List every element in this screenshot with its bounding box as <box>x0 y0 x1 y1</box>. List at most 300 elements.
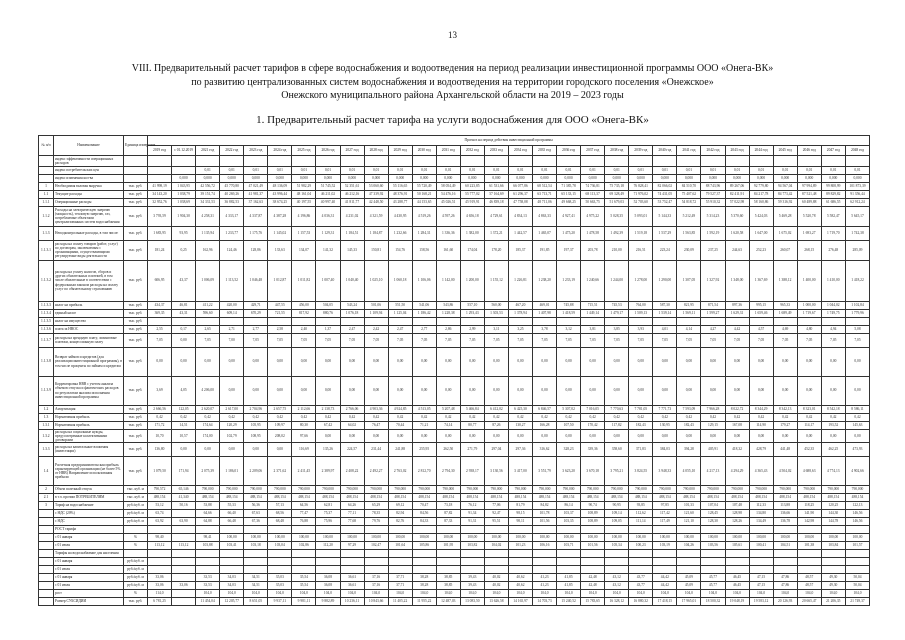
row-value: 117,49 <box>653 517 677 525</box>
row-value: 100,00 <box>460 533 484 541</box>
row-value: 103,84 <box>821 541 845 549</box>
row-value: 79 527,37 <box>701 190 725 198</box>
row-value: 14,51 <box>172 421 196 429</box>
row-value: 0,000 <box>797 174 821 182</box>
row-value: 0,00 <box>244 347 268 376</box>
row-value <box>340 565 364 573</box>
row-unit: тыс. руб. <box>124 240 148 260</box>
row-value <box>845 557 869 565</box>
row-value: 104,0 <box>316 589 340 597</box>
row-value: 101 873,39 <box>845 182 869 190</box>
row-value: 0,00 <box>821 429 845 442</box>
header-year: 2041 год <box>677 146 701 156</box>
row-value <box>148 549 172 557</box>
row-value <box>268 549 292 557</box>
row-value <box>557 549 581 557</box>
row-value: 260,07 <box>773 240 797 260</box>
row-value: 6 781,25 <box>148 597 172 605</box>
row-value: 56,36 <box>244 501 268 509</box>
row-value: 55,33 <box>220 501 244 509</box>
row-value: 14 703,73 <box>533 597 557 605</box>
row-value: 87,26 <box>484 421 508 429</box>
row-value: 49 668,25 <box>557 198 581 206</box>
row-value: 551,50 <box>388 301 412 309</box>
row-value: 94 567,04 <box>773 182 797 190</box>
row-value: 488,154 <box>220 493 244 501</box>
row-value: 77,11 <box>340 509 364 517</box>
row-number: 1.1 <box>39 190 54 198</box>
row-value: 4,94 <box>821 325 845 333</box>
row-value: 790,000 <box>244 485 268 493</box>
row-value <box>388 525 412 533</box>
row-value: 15 240,52 <box>557 597 581 605</box>
header-year: 2039 год <box>629 146 653 156</box>
row-value: 92,47 <box>484 509 508 517</box>
row-value <box>773 317 797 325</box>
table-header <box>39 136 870 156</box>
row-value: 174,64 <box>196 421 220 429</box>
row-value: 4 688,63 <box>797 456 821 485</box>
row-value <box>148 156 172 167</box>
table-row <box>39 581 870 589</box>
row-name: Неподконтрольные расходы, в том числе: <box>54 226 124 240</box>
row-value: 1 060,18 <box>388 260 412 301</box>
row-value: 1 184,51 <box>340 226 364 240</box>
row-unit: тыс. руб. <box>124 198 148 206</box>
row-value: 4 656,18 <box>460 206 484 226</box>
row-value: 45,77 <box>701 581 725 589</box>
row-value: 55 777,02 <box>460 190 484 198</box>
row-unit <box>124 549 148 557</box>
row-value: 0,000 <box>388 174 412 182</box>
row-value: 161,60 <box>436 240 460 260</box>
row-value: 560,00 <box>484 301 508 309</box>
row-value: 7 016,05 <box>581 405 605 413</box>
row-name: Амортизация <box>54 405 124 413</box>
row-value: 1 284,31 <box>412 226 436 240</box>
row-value <box>460 317 484 325</box>
row-value: 488,154 <box>605 493 629 501</box>
row-name: с 01 января <box>54 533 124 541</box>
row-value: 0,00 <box>581 376 605 405</box>
row-name: единый налог <box>54 309 124 317</box>
row-value: 0,42 <box>653 413 677 421</box>
row-value: 104,0 <box>508 589 532 597</box>
row-value: 104,0 <box>460 589 484 597</box>
table-row <box>39 493 870 501</box>
row-value: 74 431,05 <box>653 190 677 198</box>
row-value: 21 206,35 <box>821 597 845 605</box>
row-value: 67,63 <box>244 509 268 517</box>
row-value: 488,154 <box>460 493 484 501</box>
row-value: 1 367,69 <box>749 260 773 301</box>
row-value: 0,01 <box>364 166 388 174</box>
row-value: 0,000 <box>364 174 388 182</box>
row-value: 428,79 <box>749 442 773 456</box>
row-value: 7,05 <box>268 333 292 347</box>
row-value <box>460 156 484 167</box>
row-value: 0,00 <box>412 347 436 376</box>
row-value: 104,0 <box>749 589 773 597</box>
row-value <box>148 557 172 565</box>
row-unit: тыс. руб. <box>124 182 148 190</box>
row-number <box>39 166 54 174</box>
row-value: 120,29 <box>220 421 244 429</box>
table-row <box>39 533 870 541</box>
row-value <box>172 589 196 597</box>
row-number: 1.3.2 <box>39 429 54 442</box>
row-value: 0,01 <box>533 166 557 174</box>
row-unit: тыс. руб. <box>124 405 148 413</box>
row-value: 0,01 <box>388 166 412 174</box>
row-value: 1 378,94 <box>508 309 532 317</box>
row-value: 473,93 <box>845 442 869 456</box>
row-value: 488,154 <box>244 493 268 501</box>
row-value: 3,81 <box>581 325 605 333</box>
table-row <box>39 166 870 174</box>
row-value: 57,13 <box>268 501 292 509</box>
row-value: 1 372,21 <box>484 226 508 240</box>
row-value: 134,80 <box>749 509 773 517</box>
row-value: 0,000 <box>196 174 220 182</box>
row-value: 47,15 <box>749 573 773 581</box>
row-value: 104,0 <box>220 589 244 597</box>
row-value: 100,00 <box>797 533 821 541</box>
row-value: 1 303,53 <box>484 309 508 317</box>
row-value: 1 475,20 <box>557 226 581 240</box>
row-value: 108,89 <box>581 517 605 525</box>
row-value: 103,56 <box>701 541 725 549</box>
row-value: 2 620,07 <box>196 405 220 413</box>
row-value: 1 233,77 <box>220 226 244 240</box>
row-value: 84,56 <box>412 509 436 517</box>
row-value <box>797 317 821 325</box>
row-unit: тыс. руб. <box>124 317 148 325</box>
row-value: 104,02 <box>484 541 508 549</box>
row-value: 178,20 <box>484 240 508 260</box>
row-value: 87,33 <box>436 517 460 525</box>
row-value: 71,21 <box>412 421 436 429</box>
row-value: 2 812,70 <box>412 456 436 485</box>
header-years-row <box>39 146 870 156</box>
row-value <box>268 565 292 573</box>
row-value: 100,00 <box>725 533 749 541</box>
row-value: 100,41 <box>749 541 773 549</box>
row-value: 1 592,19 <box>701 226 725 240</box>
row-value: 0,42 <box>797 413 821 421</box>
row-value: 114,0 <box>148 589 172 597</box>
row-value: 2,77 <box>244 325 268 333</box>
row-value: 790,000 <box>364 485 388 493</box>
table-row <box>39 260 870 301</box>
row-value: 122,05 <box>172 405 196 413</box>
row-value: 6 425,30 <box>508 405 532 413</box>
row-value: 43,31 <box>172 309 196 317</box>
row-value: 46 839,18 <box>484 198 508 206</box>
row-name: Тариф на водоснабжение <box>54 501 124 509</box>
row-value: 10,70 <box>148 429 172 442</box>
row-value: 104,0 <box>725 589 749 597</box>
row-value: 790,000 <box>629 485 653 493</box>
row-value: 0,000 <box>701 174 725 182</box>
row-value: 429,71 <box>244 301 268 309</box>
row-value: 104,0 <box>701 589 725 597</box>
row-value <box>196 317 220 325</box>
row-value: 100,00 <box>436 533 460 541</box>
row-value: 43,37 <box>172 260 196 301</box>
row-value: 0,42 <box>436 413 460 421</box>
row-name: Расчетная предпринимательская прибыль гарантирующей организации (не более 5% от НВВ) Направление использования прибыли <box>54 456 124 485</box>
row-value <box>148 174 172 182</box>
row-value: 2 389,97 <box>316 456 340 485</box>
row-value: 11 405,22 <box>388 597 412 605</box>
row-value: 95,51 <box>484 517 508 525</box>
row-value: 231,44 <box>364 442 388 456</box>
row-value <box>268 557 292 565</box>
row-name: Необходимая валовая выручка <box>54 182 124 190</box>
row-value: 897,36 <box>725 301 749 309</box>
row-value: 1 407,98 <box>533 309 557 317</box>
row-value: 45 026,51 <box>436 198 460 206</box>
row-value: 114,90 <box>749 421 773 429</box>
row-value <box>244 317 268 325</box>
row-value <box>821 557 845 565</box>
row-value <box>220 317 244 325</box>
tariff-table-container <box>38 135 869 620</box>
row-number: 1.1.3.8 <box>39 347 54 376</box>
row-value <box>484 525 508 533</box>
row-number <box>39 549 54 557</box>
row-value: 2 408,22 <box>340 456 364 485</box>
row-value: 40 197,55 <box>292 198 316 206</box>
row-value: 76,88 <box>292 517 316 525</box>
row-value: 3,69 <box>148 376 172 405</box>
row-value: 45,77 <box>701 573 725 581</box>
row-value: 98,11 <box>508 517 532 525</box>
row-value: 10 236,11 <box>340 597 364 605</box>
row-value: 4 337,87 <box>244 206 268 226</box>
row-value <box>701 525 725 533</box>
row-value: 38,85 <box>436 573 460 581</box>
row-name: расходы на социальные нужды, предусмотренные коллективными договорами <box>54 429 124 442</box>
header-year: 2028 год <box>364 146 388 156</box>
row-value: 68 113,37 <box>581 190 605 198</box>
row-value: 53 060,60 <box>364 182 388 190</box>
row-value: 1 689,49 <box>773 309 797 317</box>
row-value: 488,154 <box>773 493 797 501</box>
row-value: 21 749,37 <box>845 597 869 605</box>
row-value: 3 130,56 <box>484 456 508 485</box>
row-value <box>316 525 340 533</box>
row-value: 0,00 <box>845 347 869 376</box>
row-value: 1 038,69 <box>172 198 196 206</box>
row-value <box>316 565 340 573</box>
row-value: 0,000 <box>436 174 460 182</box>
row-value: 587,30 <box>653 301 677 309</box>
row-name: налог на прибыль <box>54 301 124 309</box>
header-year: 2046 год <box>797 146 821 156</box>
row-unit: руб./куб. м <box>124 573 148 581</box>
row-value: 7,05 <box>148 333 172 347</box>
row-value: 37,16 <box>364 581 388 589</box>
row-value <box>292 156 316 167</box>
row-value: 1 418,59 <box>557 309 581 317</box>
row-value: 2 666,56 <box>148 405 172 413</box>
row-value: 1 038,79 <box>172 190 196 198</box>
row-value <box>533 549 557 557</box>
header-name: Наименование <box>54 136 124 156</box>
row-value: 0,000 <box>508 174 532 182</box>
row-value: 66 077,86 <box>508 182 532 190</box>
row-value: 0,01 <box>773 166 797 174</box>
row-value: 8 651,05 <box>244 597 268 605</box>
row-value: 216,51 <box>629 240 653 260</box>
row-value: 114,17 <box>797 421 821 429</box>
row-value: 1 184,87 <box>364 226 388 240</box>
row-value: 1 629,31 <box>725 309 749 317</box>
row-value <box>460 549 484 557</box>
row-value: 65,29 <box>364 501 388 509</box>
row-value: 790,000 <box>220 485 244 493</box>
header-year: 2026 год <box>316 146 340 156</box>
row-value: 369,35 <box>148 309 172 317</box>
row-value <box>677 549 701 557</box>
row-value: 0,000 <box>581 174 605 182</box>
row-value: 8 323,01 <box>797 405 821 413</box>
row-value <box>436 156 460 167</box>
row-value: 182,43 <box>629 421 653 429</box>
table-row <box>39 413 870 421</box>
row-value: 790,572 <box>148 485 172 493</box>
row-value: 134,49 <box>749 517 773 525</box>
row-value: 4 258,31 <box>196 206 220 226</box>
row-value: 102,47 <box>364 541 388 549</box>
row-value <box>773 156 797 167</box>
row-value <box>533 557 557 565</box>
row-value <box>484 557 508 565</box>
row-value: 0,00 <box>436 376 460 405</box>
row-value: 73,18 <box>436 501 460 509</box>
row-value <box>316 156 340 167</box>
row-value <box>821 565 845 573</box>
row-number: 1.1.3.1 <box>39 240 54 260</box>
row-value: 38,28 <box>412 573 436 581</box>
row-value: 2,47 <box>340 325 364 333</box>
row-value: 87 521,48 <box>797 190 821 198</box>
row-value: 790,000 <box>797 485 821 493</box>
row-value <box>701 557 725 565</box>
row-value <box>605 557 629 565</box>
row-value: 0,00 <box>557 376 581 405</box>
row-value: 0,00 <box>172 347 196 376</box>
row-number <box>39 565 54 573</box>
row-value: 136,80 <box>148 442 172 456</box>
table-row <box>39 565 870 573</box>
row-value: 790,000 <box>845 485 869 493</box>
row-value: 1 129,31 <box>316 226 340 240</box>
row-value: 488,154 <box>845 493 869 501</box>
row-value: 8 542,18 <box>821 405 845 413</box>
row-value: 1 400,00 <box>797 260 821 301</box>
header-year: 2045 год <box>773 146 797 156</box>
header-year: 2025 год <box>292 146 316 156</box>
row-value: 97 994,89 <box>797 182 821 190</box>
row-value: 34,51 <box>244 573 268 581</box>
row-value: 0,00 <box>340 376 364 405</box>
row-value: 0,01 <box>581 166 605 174</box>
row-value: 0,00 <box>701 429 725 442</box>
table-row <box>39 421 870 429</box>
row-value: 0,01 <box>316 166 340 174</box>
row-value: 3,25 <box>508 325 532 333</box>
row-value <box>172 557 196 565</box>
row-value: 0,00 <box>653 376 677 405</box>
row-value: 79,76 <box>364 517 388 525</box>
row-unit: тыс. руб. <box>124 376 148 405</box>
row-value <box>196 549 220 557</box>
table-row <box>39 509 870 517</box>
row-value: 790,000 <box>701 485 725 493</box>
row-value: 100,00 <box>220 533 244 541</box>
row-value: 0,00 <box>292 347 316 376</box>
row-value <box>773 565 797 573</box>
row-value: 103,82 <box>460 541 484 549</box>
row-value: 0,01 <box>797 166 821 174</box>
row-value: 19 048,19 <box>725 597 749 605</box>
row-value: 39,43 <box>460 573 484 581</box>
row-name: налог на имущество <box>54 317 124 325</box>
row-value: 7,05 <box>412 333 436 347</box>
row-value <box>148 317 172 325</box>
row-value: 104,0 <box>677 589 701 597</box>
row-value: 100,00 <box>412 533 436 541</box>
row-value: 35,54 <box>292 573 316 581</box>
row-value: 75,96 <box>316 517 340 525</box>
row-value: 4,27 <box>701 325 725 333</box>
row-unit: тыс. руб. <box>124 301 148 309</box>
row-value <box>581 549 605 557</box>
row-value: 1 125,04 <box>388 309 412 317</box>
row-value: 43 288,77 <box>388 198 412 206</box>
row-name: плата за НВОС <box>54 325 124 333</box>
row-value: 0,00 <box>605 429 629 442</box>
row-value: 75 735,18 <box>605 182 629 190</box>
row-value: 145,33 <box>340 240 364 260</box>
table-row <box>39 309 870 317</box>
row-value: 3,78 <box>533 325 557 333</box>
row-value: 0,01 <box>196 166 220 174</box>
header-year: 2033 год <box>484 146 508 156</box>
row-value <box>677 317 701 325</box>
row-value: 0,42 <box>172 413 196 421</box>
row-value: 105,34 <box>605 541 629 549</box>
row-value: 790,000 <box>268 485 292 493</box>
row-unit: тыс. руб. <box>124 421 148 429</box>
header-year: 2024 год <box>268 146 292 156</box>
row-value: 7,05 <box>797 333 821 347</box>
row-value <box>629 317 653 325</box>
row-value: 3 795,21 <box>605 456 629 485</box>
row-value: 0,00 <box>316 429 340 442</box>
row-value: 995,15 <box>749 301 773 309</box>
row-value: 53,12 <box>148 501 172 509</box>
row-value: 1 006,09 <box>196 260 220 301</box>
row-value: 271,79 <box>460 442 484 456</box>
row-value: 104,0 <box>268 589 292 597</box>
row-value: 107,48 <box>725 501 749 509</box>
row-value: 4 036,31 <box>316 206 340 226</box>
row-value: 7,05 <box>508 333 532 347</box>
